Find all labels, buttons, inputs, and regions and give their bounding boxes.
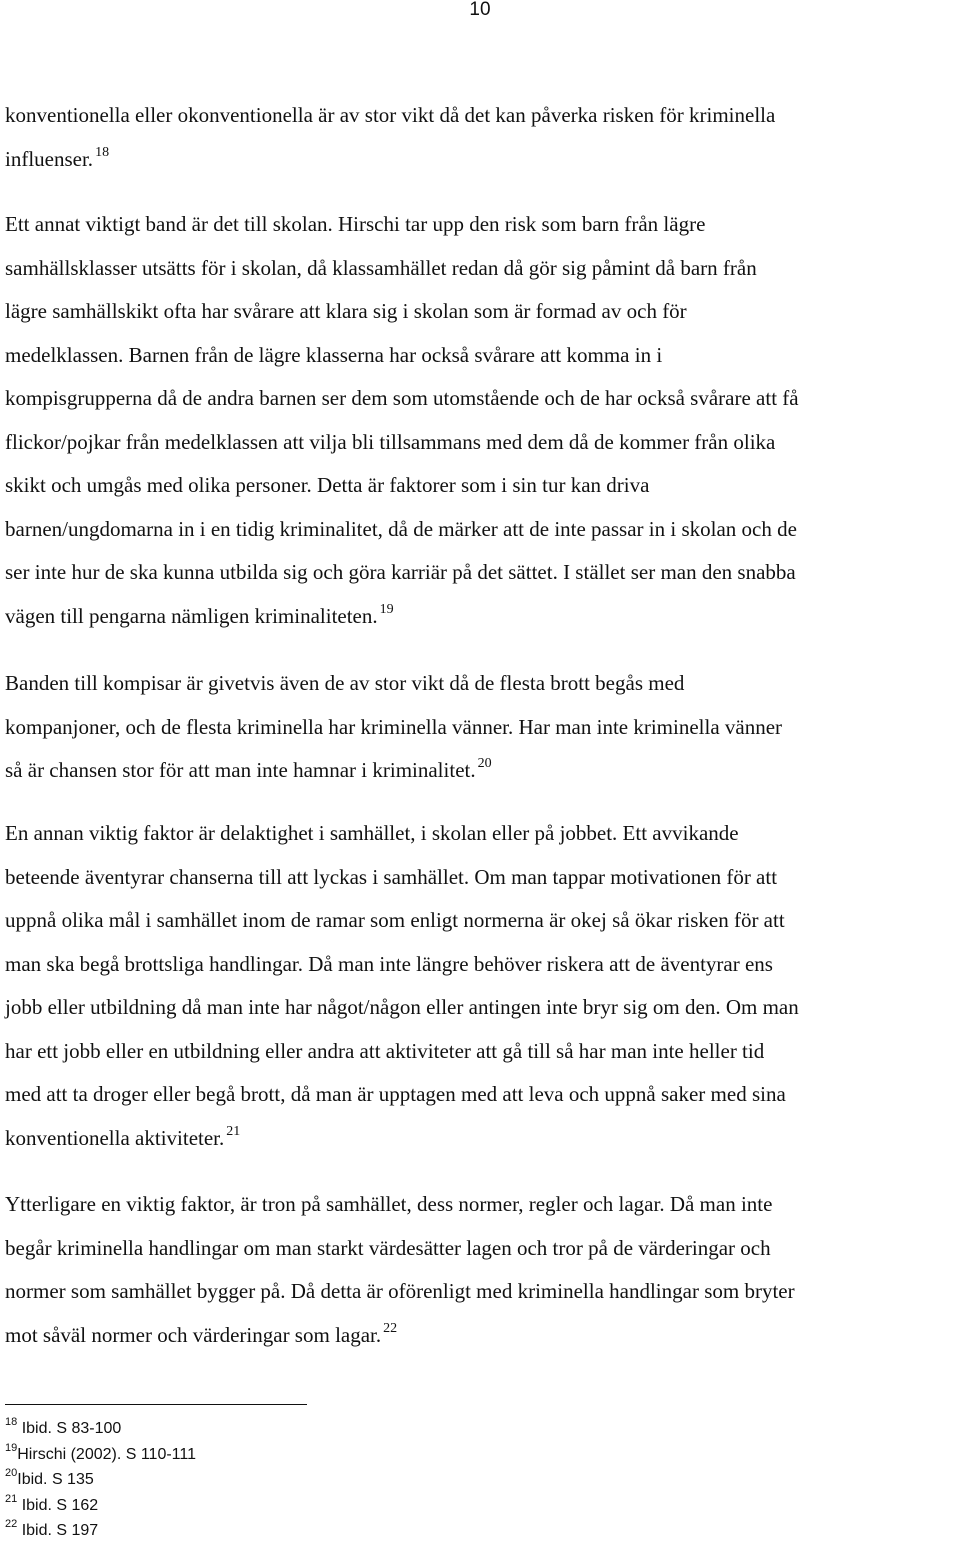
text-line: beteende äventyrar chanserna till att lyckas i samhället. Om man tappar motivationen för att <box>5 864 778 889</box>
paragraph-5 <box>5 1183 960 1357</box>
footnote-text: Ibid. S 83-100 <box>17 1420 122 1437</box>
footnote-number: 21 <box>5 1492 18 1505</box>
text-line: ser inte hur de ska kunna utbilda sig och göra karriär på det sättet. I stället ser man den snabba <box>5 560 796 584</box>
text-line: har ett jobb eller en utbildning eller andra att aktiviteter att gå till så har man inte heller tid <box>5 1038 765 1063</box>
text-line: influenser. <box>5 146 94 171</box>
footnote-text: Ibid. S 162 <box>17 1496 99 1514</box>
footnotes <box>5 1416 196 1544</box>
text-line: medelklassen. Barnen från de lägre klasserna har också svårare att komma in i <box>5 342 663 367</box>
text-line: barnen/ungdomarna in i en tidig kriminalitet, då de märker att de inte passar in i skolan och de <box>5 516 797 541</box>
footnote-number: 20 <box>5 1467 18 1479</box>
text-line: uppnå olika mål i samhället inom de ramar som enligt normerna är okej så ökar risken för att <box>5 908 785 932</box>
text-line: normer som samhället bygger på. Då detta är oförenligt med kriminella handlingar som bryter <box>5 1279 795 1303</box>
text-line: jobb eller utbildning då man inte har något/någon eller antingen inte bryr sig om den. Om man <box>5 995 799 1019</box>
footnote-text: Hirschi (2002). S 110-111 <box>17 1445 196 1463</box>
text-line: konventionella eller okonventionella är av stor vikt då det kan påverka risken för kriminella <box>5 103 776 127</box>
footnote-number: 19 <box>5 1441 18 1454</box>
text-line: mot såväl normer och värderingar som lagar. <box>5 1322 382 1347</box>
footnote-20 <box>5 1467 196 1493</box>
text-line: Ytterligare en viktig faktor, är tron på samhället, dess normer, regler och lagar. Då man inte <box>5 1192 773 1216</box>
text-line: skikt och umgås med olika personer. Detta är faktorer som i sin tur kan driva <box>5 473 650 497</box>
text-line: lägre samhällskikt ofta har svårare att klara sig i skolan som är formad av och för <box>5 299 687 323</box>
paragraph-3 <box>5 662 960 793</box>
page-number: 10 <box>469 0 491 20</box>
footnote-number: 22 <box>5 1518 18 1530</box>
footnote-ref[interactable]: 22 <box>383 1320 398 1336</box>
paragraph-2 <box>5 203 960 638</box>
text-line: samhällsklasser utsätts för i skolan, då klassamhället redan då gör sig påmint då barn från <box>5 255 757 280</box>
text-line: Banden till kompisar är givetvis även de av stor vikt då de flesta brott begås med <box>5 671 685 695</box>
footnote-text: Ibid. S 135 <box>17 1471 94 1488</box>
text-line: flickor/pojkar från medelklassen att vilja bli tillsammans med dem då de kommer från olika <box>5 429 776 454</box>
footnote-separator <box>5 1404 307 1405</box>
text-line: kompanjoner, och de flesta kriminella har kriminella vänner. Har man inte kriminella vänner <box>5 714 783 739</box>
footnote-number: 18 <box>5 1416 18 1428</box>
footnote-ref[interactable]: 19 <box>379 601 394 617</box>
footnote-text: Ibid. S 197 <box>17 1522 99 1539</box>
text-line: Ett annat viktigt band är det till skolan. Hirschi tar upp den risk som barn från lägre <box>5 212 706 236</box>
text-line: vägen till pengarna nämligen kriminaliteten. <box>5 603 378 628</box>
text-line: En annan viktig faktor är delaktighet i samhället, i skolan eller på jobbet. Ett avvikande <box>5 821 739 845</box>
footnote-21 <box>5 1493 196 1519</box>
text-line: så är chansen stor för att man inte hamnar i kriminalitet. <box>5 758 476 782</box>
text-line: man ska begå brottsliga handlingar. Då man inte längre behöver riskera att de äventyrar ens <box>5 951 773 976</box>
text-line: kompisgrupperna då de andra barnen ser dem som utomstående och de har också svårare att få <box>5 386 799 410</box>
paragraph-4 <box>5 812 960 1160</box>
text-line: med att ta droger eller begå brott, då man är upptagen med att leva och uppnå saker med sina <box>5 1082 786 1106</box>
footnote-18 <box>5 1416 196 1442</box>
text-line: konventionella aktiviteter. <box>5 1125 225 1150</box>
footnote-19 <box>5 1442 196 1468</box>
footnote-ref[interactable]: 20 <box>477 756 492 771</box>
footnote-ref[interactable]: 21 <box>226 1123 241 1139</box>
text-line: begår kriminella handlingar om man starkt värdesätter lagen och tror på de värderingar och <box>5 1235 771 1260</box>
footnote-22 <box>5 1518 196 1544</box>
footnote-ref[interactable]: 18 <box>95 144 110 160</box>
paragraph-1 <box>5 94 960 181</box>
